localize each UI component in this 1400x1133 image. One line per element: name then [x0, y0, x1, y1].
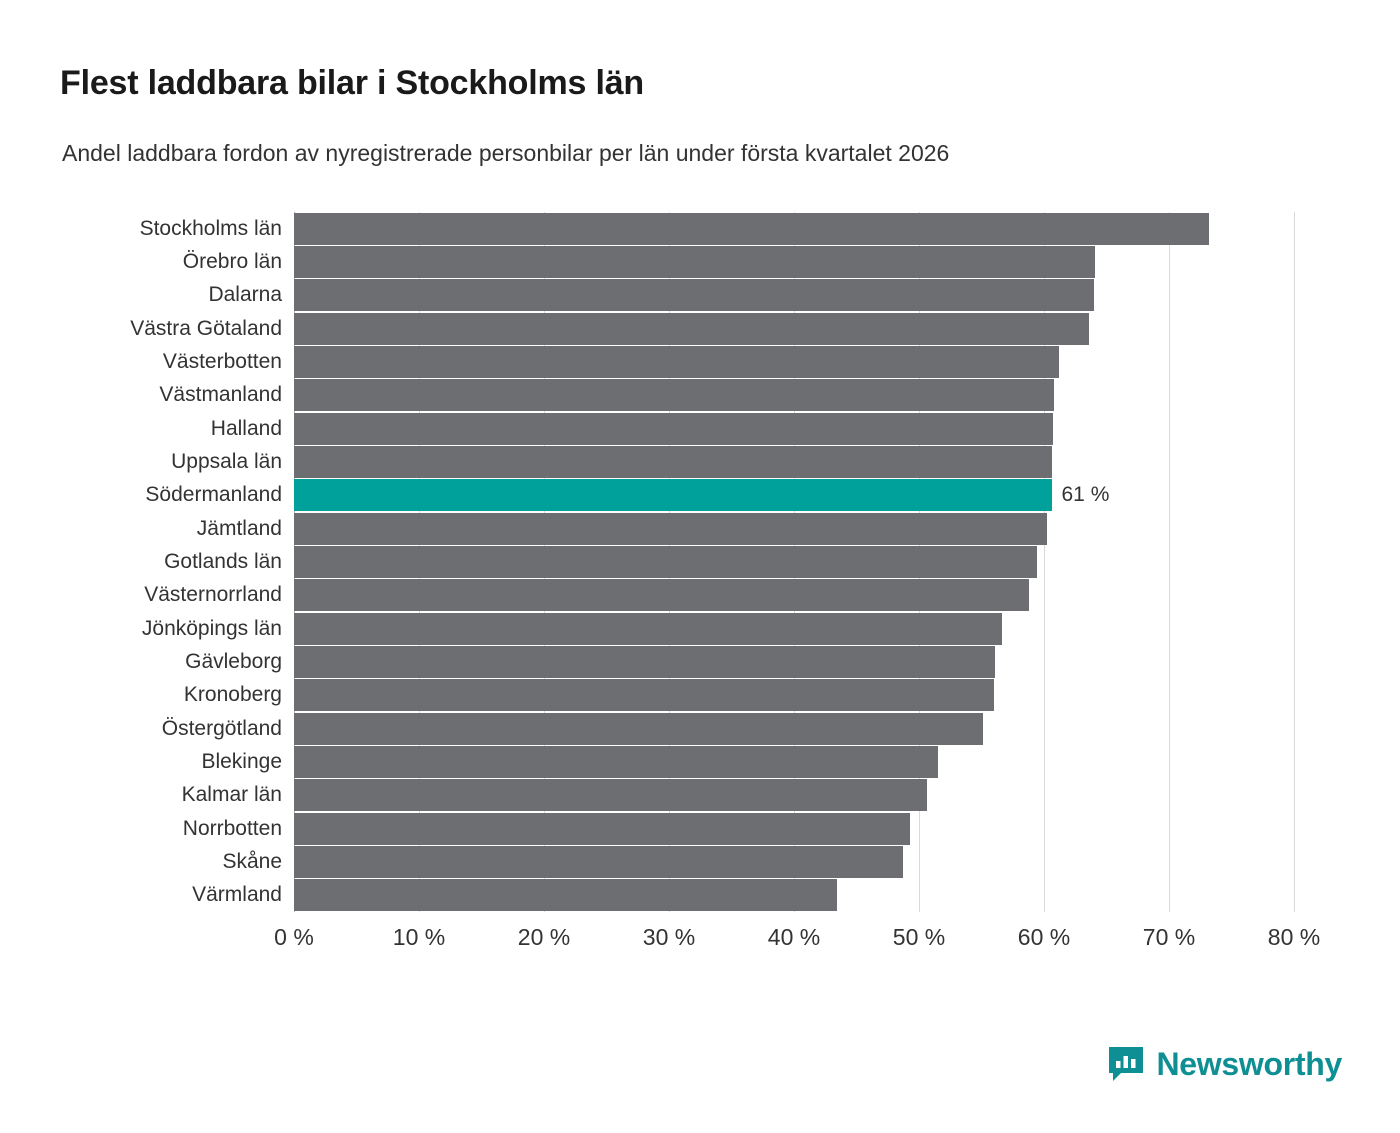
- bar-row[interactable]: [208, 279, 1294, 311]
- bar-category-label: Gotlands län: [164, 550, 282, 573]
- x-axis-tick-label: 10 %: [392, 924, 446, 950]
- bar-category-label: Västernorrland: [144, 583, 282, 607]
- x-axis-tick-label: 50 %: [892, 924, 946, 950]
- bar-category-label: Stockholms län: [139, 216, 282, 240]
- bar-category-label: Kalmar län: [181, 783, 282, 807]
- bar-row[interactable]: [141, 613, 1294, 645]
- bar-row[interactable]: [139, 213, 1294, 245]
- bar[interactable]: [294, 713, 983, 745]
- bar[interactable]: [294, 879, 837, 911]
- bar-category-label: Halland: [210, 416, 282, 440]
- page-title: Flest laddbara bilar i Stockholms län: [60, 64, 644, 102]
- bar[interactable]: [294, 213, 1209, 245]
- newsworthy-logo: [1105, 1043, 1343, 1085]
- x-axis-tick-label: 80 %: [1267, 924, 1321, 950]
- bar[interactable]: [294, 346, 1059, 378]
- bar-row[interactable]: [159, 379, 1294, 411]
- bar-category-label: Jönköpings län: [141, 616, 282, 640]
- bar[interactable]: [294, 446, 1052, 478]
- bar-rows: [130, 212, 1294, 912]
- x-axis-tick-label: 70 %: [1142, 924, 1196, 950]
- bar[interactable]: [294, 779, 927, 811]
- bar-row[interactable]: [185, 646, 1294, 678]
- bar-category-label: Norrbotten: [182, 816, 282, 840]
- bar-category-label: Gävleborg: [185, 650, 282, 673]
- bar[interactable]: [294, 579, 1029, 611]
- bar[interactable]: [294, 646, 995, 678]
- bar-row[interactable]: [145, 479, 1294, 511]
- bar-chart: [62, 212, 1322, 952]
- bar-category-label: Örebro län: [182, 250, 282, 273]
- bar[interactable]: [294, 613, 1002, 645]
- bar-row[interactable]: [161, 713, 1294, 745]
- bar-row[interactable]: [201, 746, 1294, 778]
- bar[interactable]: [294, 679, 994, 711]
- bar-value-label: 61 %: [1061, 483, 1110, 507]
- bar-category-label: Jämtland: [196, 516, 282, 540]
- bar[interactable]: [294, 279, 1094, 311]
- bar-row[interactable]: [210, 413, 1294, 445]
- bar-row[interactable]: [181, 779, 1294, 811]
- bar[interactable]: [294, 846, 903, 878]
- bar-row[interactable]: [144, 579, 1294, 611]
- x-axis-tick-label: 0 %: [274, 924, 314, 950]
- bar[interactable]: [294, 313, 1089, 345]
- plot-area: [130, 212, 1321, 950]
- bar-row[interactable]: [183, 679, 1294, 711]
- bar-category-label: Skåne: [222, 850, 282, 873]
- bar-row[interactable]: [171, 446, 1294, 478]
- x-axis-tick-label: 60 %: [1017, 924, 1071, 950]
- bar-row[interactable]: [182, 813, 1294, 845]
- bar-category-label: Värmland: [192, 883, 282, 907]
- brand-name: Newsworthy: [1156, 1045, 1342, 1082]
- bar-category-label: Blekinge: [201, 750, 282, 773]
- x-axis-tick-label: 20 %: [517, 924, 571, 950]
- bar-category-label: Västra Götaland: [130, 316, 282, 340]
- bar-row[interactable]: [222, 846, 1294, 878]
- bar-row[interactable]: [182, 246, 1294, 278]
- bar-row[interactable]: [192, 879, 1294, 911]
- bar[interactable]: [294, 413, 1053, 445]
- x-axis-tick-label: 30 %: [642, 924, 696, 950]
- bar[interactable]: [294, 546, 1037, 578]
- bar-row[interactable]: [130, 313, 1294, 345]
- bar-category-label: Östergötland: [161, 716, 282, 740]
- bar-row[interactable]: [196, 513, 1294, 545]
- bar-chart-bubble-icon: [1105, 1043, 1147, 1085]
- x-axis: [274, 912, 1321, 962]
- bar[interactable]: [294, 746, 938, 778]
- bar-category-label: Kronoberg: [183, 683, 282, 707]
- gridline: [1294, 212, 1295, 912]
- bar-category-label: Dalarna: [208, 283, 282, 307]
- bar-category-label: Västerbotten: [162, 350, 282, 373]
- bar[interactable]: [294, 246, 1095, 278]
- bar-category-label: Södermanland: [145, 483, 282, 507]
- bar-category-label: Uppsala län: [171, 450, 282, 473]
- page-subtitle: Andel laddbara fordon av nyregistrerade personbilar per län under första kvartalet 2026: [62, 140, 950, 166]
- bar[interactable]: [294, 813, 910, 845]
- bar[interactable]: [294, 479, 1052, 511]
- bar-category-label: Västmanland: [159, 383, 282, 407]
- x-axis-tick-label: 40 %: [767, 924, 821, 950]
- bar-row[interactable]: [164, 546, 1294, 578]
- bar[interactable]: [294, 379, 1054, 411]
- bar[interactable]: [294, 513, 1047, 545]
- bar-row[interactable]: [162, 346, 1294, 378]
